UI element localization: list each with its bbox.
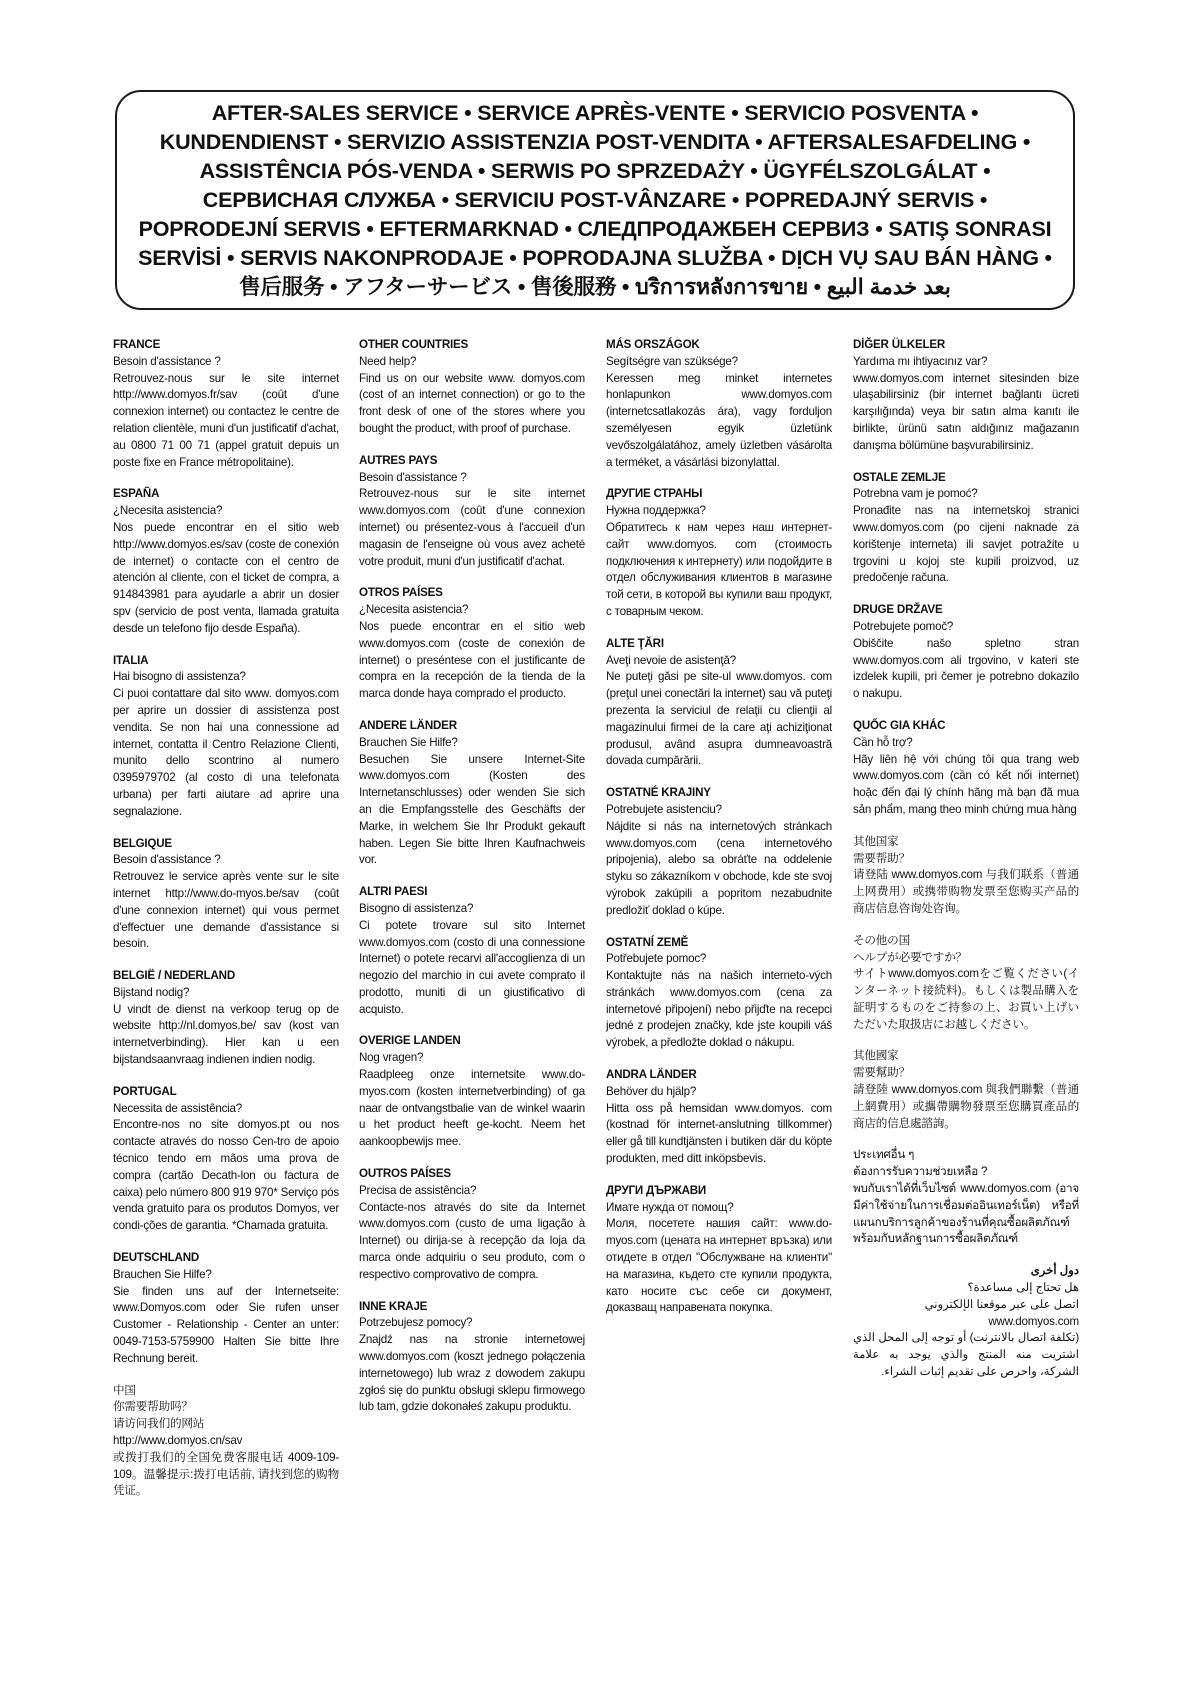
country-entry [606,1067,832,1168]
help-question: Potrzebujesz pomocy? [359,1316,473,1330]
country-title: ALTE ŢĂRI [606,636,664,650]
contact-instructions: U vindt de dienst na verkoop terug op de website http://nl.domyos.be/ sav (kost van internetverbinding). Hier kan u een bijstandsaanvraag indienen indien nodig. [113,1002,339,1067]
country-title: ESPAÑA [113,487,160,501]
help-question: ¿Necesita asistencia? [113,504,223,518]
contact-instructions: Encontre-nos no site domyos.pt ou nos contacte através do nosso Cen-tro de apoio técnico tendo em mãos uma prova de compra (cartão Decath-lon ou factura de caixa) pelo número 800 919 970* Serviço pós venda gratuito para os produtos Domyos, ver condi-ções de garantia. *Chamada gratuita. [113,1118,339,1233]
contact-instructions: その他の国 ヘルプが必要ですか？ サイトwww.domyos.comをご覧ください(インターネット接続料)。もしくは製品購入を証明するものをご持参の上、お買い上げいただいた取扱店にお越しください。 [853,933,1079,1031]
contact-instructions: Моля, посетете нашия сайт: www.do-myos.com (цената на интернет връзка) или отидете в отдел "Обслужване на клиенти" на магазина, където сте купили продукта, като носите със себе си документ, доказващ направената покупка. [606,1217,832,1315]
contact-instructions: Retrouvez-nous sur le site internet www.domyos.com (coût d'une connexion internet) ou présentez-vous à l'accueil d'un magasin de l'enseigne où vous avez acheté votre produit, muni d'un justificatif d'achat. [359,487,585,568]
contact-instructions: Retrouvez-nous sur le site internet http://www.domyos.fr/sav (coût d'une connexion internet) ou contactez le centre de relation clientèle, muni d'un justificatif d'achat, au 0800 71 00 71 (appel gratuit depuis un poste fixe en France métropolitaine). [113,371,339,469]
contact-instructions: 中国 你需要帮助吗？ 请访问我们的网站 http://www.domyos.cn/sav 或拨打我们的全国免费客服电话 4009-109-109。温馨提示:拨打电话前, 请找到您的购物凭证。 [113,1383,339,1498]
country-title: INNE KRAJE [359,1299,428,1313]
country-entry [113,653,339,821]
help-question: Bisogno di assistenza? [359,901,474,915]
contact-instructions: Kontaktujte nás na našich interneto-vých stránkách www.domyos.com (cena za internetové připojení) nebo přijďte na recepci jedné z prodejen značky, kde jste koupili váš výrobek, a předložte doklad o nákupu. [606,969,832,1050]
contact-instructions: 其他国家 需要帮助？ 请登陆 www.domyos.com 与我们联系（普通上网费用）或携带购物发票至您购买产品的商店信息咨询处咨询。 [853,834,1079,915]
country-entry [606,636,832,770]
help-question: Segítségre van szüksége? [606,354,738,368]
header-line: KUNDENDIENST • SERVIZIO ASSISTENZIA POST-VENDITA • AFTERSALESAFDELING • [159,129,1031,154]
country-entry [853,1263,1079,1381]
country-entry [606,1183,832,1317]
country-title: ДРУГИЕ СТРАНЫ [606,487,703,501]
help-question: Besoin d'assistance ? [359,470,467,484]
help-question: Brauchen Sie Hilfe? [359,735,458,749]
contact-instructions: Hãy liên hệ với chúng tôi qua trang web www.domyos.com (cần có kết nối internet) hoặc đến đại lý chính hãng mà bạn đã mua sản phẩm, mang theo minh chứng mua hàng [853,752,1079,816]
country-entry [853,718,1079,819]
country-title: QUỐC GIA KHÁC [853,718,946,732]
country-title: AUTRES PAYS [359,453,438,467]
contact-instructions: Raadpleeg onze internetsite www.do-myos.com (kosten internetverbinding) of ga naar de ontvangstbalie van de winkel waarin u het product heeft ge-kocht. Neem het aankoopbewijs mee. [359,1068,585,1149]
country-entry [113,1250,339,1368]
help-question: Necessita de assistência? [113,1101,243,1115]
contact-instructions: Nájdite si nás na internetových stránkach www.domyos.com (cena internetového pripojenia), alebo sa obráťte na oddelenie styku so zákazníkom v obchode, kde ste svoj výrobok zakúpili a popritom nezabudnite predložiť doklad o kúpe. [606,819,832,917]
country-entry [853,834,1079,918]
country-title: OUTROS PAÍSES [359,1167,451,1181]
country-title: MÁS ORSZÁGOK [606,338,700,351]
country-title: OSTALE ZEMLJE [853,470,946,484]
country-entry [359,884,585,1018]
country-title: OTHER COUNTRIES [359,338,469,351]
country-entry [359,1033,585,1151]
country-entry [359,585,585,703]
help-question: ¿Necesita asistencia? [359,603,469,617]
country-title: ANDERE LÄNDER [359,718,457,732]
help-question: Potrebna vam je pomoć? [853,487,978,501]
contact-instructions: اتصل على عبر موقعنا الإلكتروني www.domyos.com (تكلفة اتصال بالانترنت) أو توجه إلى المحل الذي اشتريت منه المنتج والذي يوجد به علامة الشركة، واحرص على تقديم إثبات الشراء. [853,1297,1079,1379]
country-entry [113,968,339,1069]
header-line: AFTER-SALES SERVICE • SERVICE APRÈS-VENTE • SERVICIO POSVENTA • [211,100,979,125]
contact-instructions: Ci puoi contattare dal sito www. domyos.com per aprire un dossier di assistenza post vendita. Se non hai una connessione ad internet, contatta il Centro Relazione Clienti, munito dello scontrino al numero 0395979702 (al costo di una telefonata urbana) per farti aiutare ad aprire una segnalazione. [113,687,339,818]
country-title: OSTATNÉ KRAJINY [606,786,711,800]
header-line: ASSISTÊNCIA PÓS-VENDA • SERWIS PO SPRZEDAŻY • ÜGYFÉLSZOLGÁLAT • [199,158,991,183]
country-title: DİĞER ÜLKELER [853,338,946,351]
help-question: Brauchen Sie Hilfe? [113,1267,212,1281]
country-entry [606,785,832,919]
help-question: Нужна поддержка? [606,504,706,518]
country-title: دول أخرى [1030,1264,1079,1278]
country-entry [606,337,832,471]
country-entry [113,1383,339,1501]
country-title: OSTATNÍ ZEMĚ [606,935,689,949]
contact-instructions: Besuchen Sie unsere Internet-Site www.domyos.com (Kosten des Internetanschlusses) oder wenden Sie sich an die Empfangsstelle des Geschäfts der Marke, in welchem Sie Ihr Produkt gekauft haben. Legen Sie bitte Ihren Kaufnachweis vor. [359,752,585,867]
help-question: Potřebujete pomoc? [606,952,707,966]
help-question: Need help? [359,354,417,368]
contact-instructions: Обратитесь к нам через наш интернет-сайт www.domyos. com (стоимость подключения к интернету) или подойдите в отдел обслуживания клиентов в магазине той сети, в которой вы купили ваш продукт, с товарным чеком. [606,520,832,618]
header-box [115,90,1075,310]
country-entry [853,1147,1079,1248]
country-entry [359,1299,585,1417]
contact-instructions: Nos puede encontrar en el sitio web www.domyos.com (coste de conexión de internet) o preséntese con el justificante de compra en la recepción de la tienda de la marca donde haya comprado el producto. [359,619,585,701]
help-question: Potrebujete asistenciu? [606,802,722,816]
country-entry [359,1166,585,1284]
help-question: Behöver du hjälp? [606,1084,697,1098]
contact-instructions: ประเทศอื่น ๆ ต้องการรับความช่วยเหลือ ? พบกับเราได้ที่เว็บไซต์ www.domyos.com (อาจมีค่าใช้จ่ายในการเชื่อมต่ออินเทอร์เน็ต) หรือที่แผนกบริการลูกค้าของร้านที่คุณซื้อผลิตภัณฑ์ พร้อมกับหลักฐานการซื้อผลิตภัณฑ์ [853,1148,1079,1246]
help-question: Bijstand nodig? [113,985,190,999]
header-line: СЕРВИСНАЯ СЛУЖБА • SERVICIU POST-VÂNZARE • POPREDAJNÝ SERVIS • [202,187,988,212]
contact-instructions: Ne puteţi găsi pe site-ul www.domyos. com (preţul unei conectări la internet) sau vă puteţi prezenta la serviciul de relaţii cu clienţii al magazinului firmei de la care aţi achiziţionat produsul, având asupra dumneavoastră dovada cumpărării. [606,670,832,768]
country-title: ITALIA [113,653,149,667]
contact-instructions: Znajdź nas na stronie internetowej www.domyos.com (koszt jednego połączenia internetowego) lub wraz z dowodem zakupu zgłoś się do punktu obsługi sklepu firmowego lub tam, gdzie dokonałeś zakupu produktu. [359,1333,585,1414]
country-entry [113,836,339,954]
country-title: OTROS PAÍSES [359,586,443,600]
contact-instructions: Ci potete trovare sul sito Internet www.domyos.com (costo di una connessione Internet) o potete recarvi all'accoglienza di un negozio del marchio in cui avete comprato il prodotto, muniti di un giustificativo di acquisto. [359,918,585,1016]
contact-instructions: Hitta oss på hemsidan www.domyos. com (kostnad för internet-anslutning tillkommer) eller gå till kundtjänsten i butiken där du köpte produkten, med ditt inköpsbevis. [606,1101,832,1166]
contact-instructions: Nos puede encontrar en el sitio web http://www.domyos.es/sav (coste de conexión de internet) o contacte con el centro de atención al cliente, con el ticket de compra, a 914843981 para ayudarle a abrir un dosier spv (servicio de post venta, llamada gratuita desde un telefono fijo desde España). [113,520,339,635]
country-entry [359,453,585,571]
country-entry [606,935,832,1053]
header-line: 售后服务 • アフターサービス • 售後服務 • บริการหลังการขาย • بعد خدمة البيع [239,274,951,299]
country-entry [113,337,339,471]
contact-instructions: Retrouvez le service après vente sur le site internet http://www.do-myos.be/sav (coût d'une connexion internet) qui vous permet d'effectuer une demande d'assistance si besoin. [113,870,339,951]
help-question: Yardıma mı ihtiyacınız var? [853,354,988,368]
country-title: ANDRA LÄNDER [606,1068,697,1082]
help-question: Cần hỗ trợ? [853,735,913,749]
contact-instructions: Obiščite našo spletno stran www.domyos.com ali trgovino, v kateri ste izdelek kupili, pri čemer je potrebno dokazilo o nakupu. [853,636,1079,701]
country-title: OVERIGE LANDEN [359,1034,461,1048]
header-line: SERVİSİ • SERVIS NAKONPRODAJE • POPRODAJNA SLUŽBA • DỊCH VỤ SAU BÁN HÀNG • [138,245,1052,270]
help-question: Hai bisogno di assistenza? [113,670,246,684]
country-title: ДРУГИ ДЪРЖАВИ [606,1183,707,1197]
help-question: Besoin d'assistance ? [113,853,221,867]
country-title: DEUTSCHLAND [113,1251,200,1265]
column-2 [359,337,585,1431]
help-question: Nog vragen? [359,1051,424,1065]
country-entry [606,486,832,620]
country-title: DRUGE DRŽAVE [853,603,943,617]
contact-instructions: Contacte-nos através do site da Internet www.domyos.com (custo de uma ligação à Internet) ou dirija-se à recepção da loja da marca onde adquiriu o seu produto, com o respectivo comprovativo de compra. [359,1200,585,1281]
country-title: PORTUGAL [113,1084,177,1098]
contact-instructions: 其他國家 需要幫助？ 請登陸 www.domyos.com 與我們聯繫（普通上網費用）或攜帶購物發票至您購買產品的商店的信息處諮詢。 [853,1049,1079,1130]
country-entry [853,337,1079,455]
contact-instructions: www.domyos.com internet sitesinden bize ulaşabilirsiniz (bir internet bağlantı ücreti karşılığında) veya bir satın alma kanıtı ile birlikte, ürünü satın aldığınız mağazanın danışma bölümüne başvurabilirsiniz. [853,371,1079,452]
country-entry [853,1048,1079,1132]
help-question: Besoin d'assistance ? [113,354,221,368]
country-entry [853,470,1079,588]
column-3 [606,337,832,1332]
country-entry [359,718,585,869]
column-4 [853,337,1079,1396]
country-entry [853,933,1079,1034]
country-entry [113,486,339,637]
help-question: هل تحتاج إلى مساعدة؟ [967,1281,1079,1295]
country-title: FRANCE [113,338,161,351]
contact-instructions: Find us on our website www. domyos.com (cost of an internet connection) or go to the front desk of one of the stores where you bought the product, with proof of purchase. [359,371,585,435]
help-question: Precisa de assistência? [359,1183,477,1197]
contact-instructions: Pronađite nas na internetskoj stranici www.domyos.com (po cijeni naknade za korištenje interneta) ili savjet potražite u trgovini u kojoj ste kupili proizvod, uz predočenje računa. [853,504,1079,585]
country-entry [113,1084,339,1235]
country-title: BELGIË / NEDERLAND [113,969,236,983]
help-question: Potrebujete pomoč? [853,619,954,633]
country-entry [359,337,585,438]
column-1 [113,337,339,1515]
help-question: Aveţi nevoie de asistenţă? [606,653,736,667]
country-title: ALTRI PAESI [359,885,428,899]
contact-instructions: Keressen meg minket internetes honlapunkon www.domyos.com (internetcsatlakozás ára), vagy forduljon személyesen egyik üzletünk vevőszolgálatához, amely üzletben vásárolta a terméket, a vásárlási bizonylattal. [606,371,832,469]
country-title: BELGIQUE [113,836,172,850]
help-question: Имате нужда от помощ? [606,1200,734,1214]
contact-instructions: Sie finden uns auf der Internetseite: www.Domyos.com oder Sie rufen unser Customer - Relationship - Center an unter: 0049-7153-5759900 Halten Sie bitte Ihre Rechnung bereit. [113,1284,339,1365]
country-entry [853,602,1079,703]
header-line: POPRODEJNÍ SERVIS • EFTERMARKNAD • СЛЕДПРОДАЖБЕН СЕРВИЗ • SATIŞ SONRASI [138,216,1052,241]
